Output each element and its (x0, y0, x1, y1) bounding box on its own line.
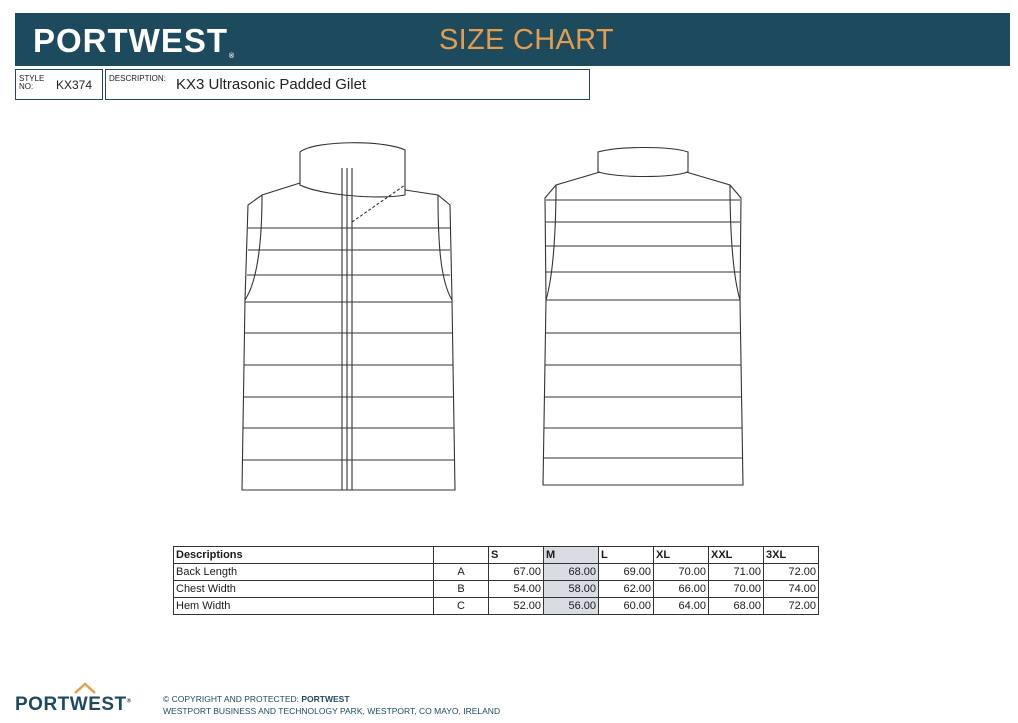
header-size-xl: XL (654, 547, 709, 564)
brand-text: PORTWEST (33, 22, 228, 59)
cell-value: 72.00 (764, 598, 819, 615)
address-line: WESTPORT BUSINESS AND TECHNOLOGY PARK, WESTPORT, CO MAYO, IRELAND (163, 706, 501, 716)
footer-text (163, 693, 500, 717)
footer-brand-logo (15, 694, 132, 716)
cell-value: 62.00 (599, 581, 654, 598)
footer-registered-mark: ® (126, 698, 132, 705)
cell-value: 69.00 (599, 564, 654, 581)
footer-brand-text: PORTWEST (15, 694, 127, 715)
row-description: Chest Width (174, 581, 434, 598)
style-value: KX374 (56, 78, 93, 92)
cell-value: 56.00 (544, 598, 599, 615)
copyright-prefix: © COPYRIGHT AND PROTECTED: (163, 694, 302, 704)
header-descriptions: Descriptions (174, 547, 434, 564)
cell-value: 66.00 (654, 581, 709, 598)
roof-logo-icon (73, 682, 97, 694)
cell-value: 60.00 (599, 598, 654, 615)
row-code: A (434, 564, 489, 581)
row-code: C (434, 598, 489, 615)
table-row (174, 564, 819, 581)
gilet-back-drawing (543, 148, 743, 486)
cell-value: 70.00 (709, 581, 764, 598)
header-size-l: L (599, 547, 654, 564)
cell-value: 68.00 (544, 564, 599, 581)
header-size-s: S (489, 547, 544, 564)
style-label: STYLE NO: (19, 74, 45, 91)
size-table (173, 546, 819, 615)
cell-value: 70.00 (654, 564, 709, 581)
page-title: SIZE CHART (439, 24, 614, 56)
table-row (174, 581, 819, 598)
header-size-m: M (544, 547, 599, 564)
cell-value: 58.00 (544, 581, 599, 598)
gilet-front-drawing (242, 143, 455, 490)
row-description: Hem Width (174, 598, 434, 615)
row-code: B (434, 581, 489, 598)
cell-value: 54.00 (489, 581, 544, 598)
row-description: Back Length (174, 564, 434, 581)
header-size-3xl: 3XL (764, 547, 819, 564)
cell-value: 67.00 (489, 564, 544, 581)
cell-value: 52.00 (489, 598, 544, 615)
cell-value: 64.00 (654, 598, 709, 615)
cell-value: 71.00 (709, 564, 764, 581)
description-value: KX3 Ultrasonic Padded Gilet (176, 76, 367, 93)
cell-value: 72.00 (764, 564, 819, 581)
brand-registered-mark: ® (229, 53, 236, 60)
cell-value: 68.00 (709, 598, 764, 615)
header-size-xxl: XXL (709, 547, 764, 564)
header-code (434, 547, 489, 564)
copyright-line (163, 693, 500, 705)
description-label: DESCRIPTION: (109, 74, 166, 83)
cell-value: 74.00 (764, 581, 819, 598)
table-row (174, 598, 819, 615)
table-header-row (174, 547, 819, 564)
copyright-brand: PORTWEST (301, 694, 350, 704)
